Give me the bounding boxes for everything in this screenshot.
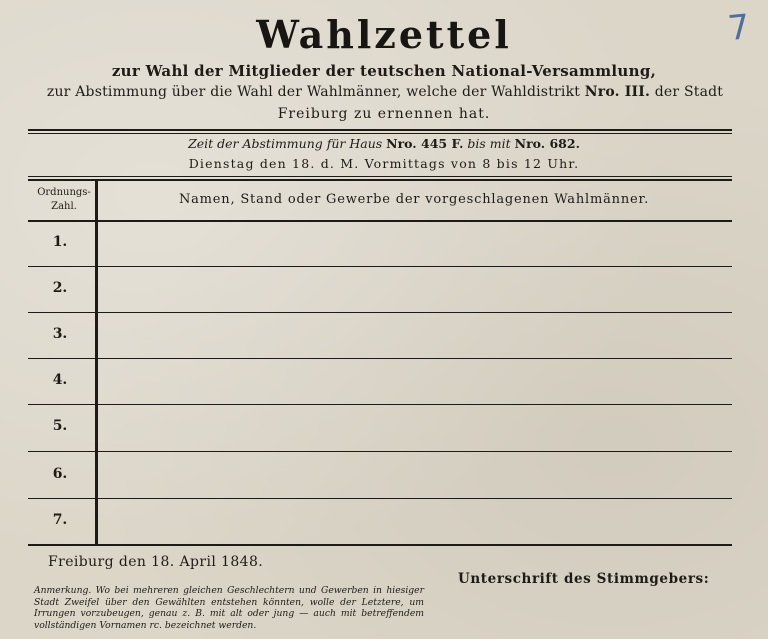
- subtitle-line-1: zur Wahl der Mitglieder der teutschen National-Versammlung,: [111, 62, 657, 80]
- subtitle-line-2-text: zur Abstimmung über die Wahl der Wahlmänner, welche der Wahldistrikt: [46, 84, 581, 100]
- house-from: Nro. 445 F.: [386, 136, 464, 151]
- row-number: 3.: [52, 326, 68, 342]
- voting-time-houses: [0, 136, 768, 151]
- info-text: Zeit der Abstimmung für Haus: [188, 136, 383, 151]
- row-line: [28, 312, 732, 313]
- row-line: [28, 498, 732, 499]
- table-bottom-rule: [28, 544, 732, 546]
- row-number: 1.: [52, 234, 68, 250]
- column-header-number: [30, 186, 98, 214]
- signature-label: Unterschrift des Stimmgebers:: [458, 571, 710, 587]
- subtitle-line-2-end: der Stadt: [654, 84, 724, 100]
- subtitle-line-3: Freiburg zu ernennen hat.: [277, 106, 491, 122]
- house-to: Nro. 682.: [514, 136, 580, 151]
- row-number: 4.: [52, 372, 68, 388]
- remark-note: Anmerkung. Wo bei mehreren gleichen Geschlechtern und Gewerben in hiesiger Stadt Zweifel über den Gewählten entstehen könnten, wolle der Letztere, um Irrungen vorzubeugen, genau z. B. mit alt oder jung — auch mit betreffendem vollständigen Vornamen rc. bezeichnet werden.: [34, 585, 424, 631]
- divider-rule: [28, 179, 732, 181]
- row-line: [28, 404, 732, 405]
- info-text: bis mit: [467, 136, 511, 151]
- ballot-title: Wahlzettel: [256, 12, 512, 57]
- issue-date: Freiburg den 18. April 1848.: [48, 554, 264, 570]
- row-line: [28, 451, 732, 452]
- column-header-number-line1: Ordnungs-: [37, 187, 91, 198]
- district-number: Nro. III.: [584, 84, 651, 100]
- divider-rule: [28, 133, 732, 134]
- divider-rule: [28, 176, 732, 177]
- row-number: 5.: [52, 418, 68, 434]
- row-number: 2.: [52, 280, 68, 296]
- column-divider: [95, 181, 98, 545]
- column-header-number-line2: Zahl.: [51, 201, 77, 212]
- row-number: 6.: [52, 466, 68, 482]
- divider-rule: [28, 129, 732, 131]
- column-header-names: Namen, Stand oder Gewerbe der vorgeschlagenen Wahlmänner.: [178, 192, 650, 207]
- row-number: 7.: [52, 512, 68, 528]
- handwritten-number: 7: [725, 6, 752, 50]
- header-rule: [28, 220, 732, 222]
- subtitle-line-2: [20, 84, 750, 100]
- row-line: [28, 266, 732, 267]
- voting-time-date: Dienstag den 18. d. M. Vormittags von 8 bis 12 Uhr.: [188, 156, 580, 171]
- row-line: [28, 358, 732, 359]
